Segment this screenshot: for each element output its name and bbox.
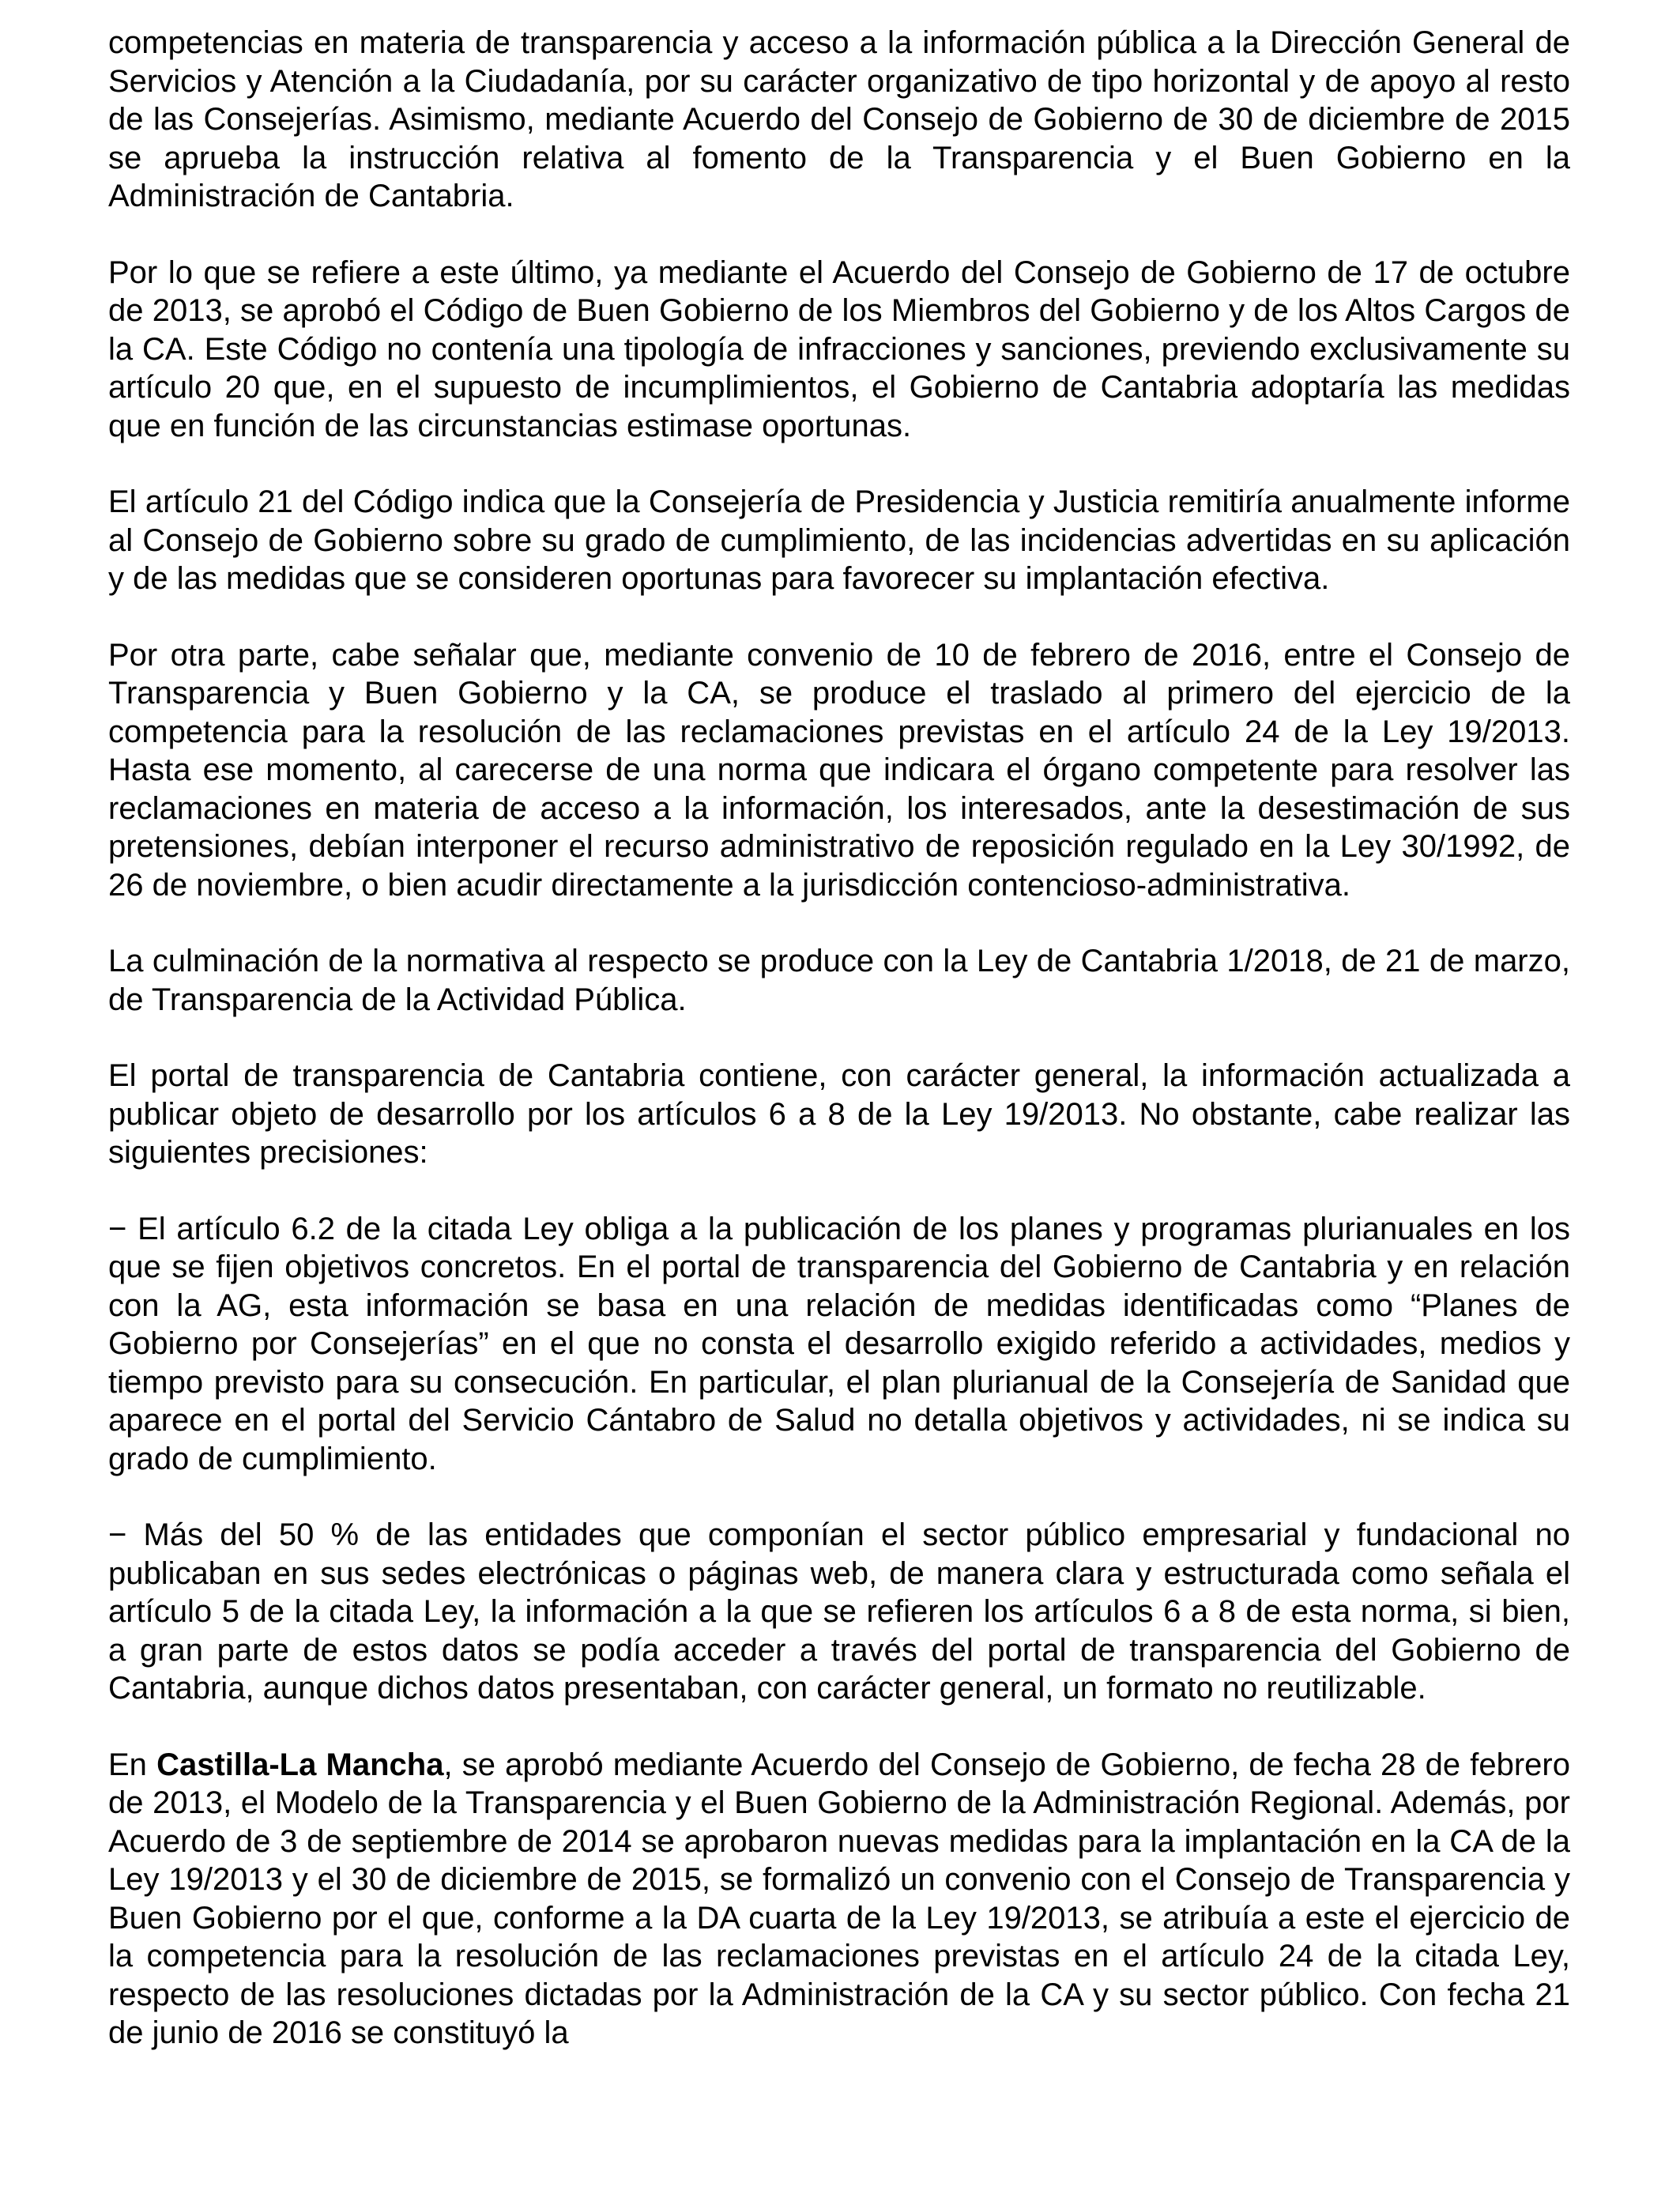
paragraph-prefix: En — [108, 1747, 157, 1782]
region-name-bold: Castilla-La Mancha — [156, 1747, 444, 1782]
paragraph-body: , se aprobó mediante Acuerdo del Consejo de Gobierno, de fecha 28 de febrero de 2013, el Modelo de la Transparencia y el Buen Gobierno de la Administración Regional. Además, por Acuerdo de 3 de septiembre de 2014 se aprobaron nuevas medidas para la implantación en la CA de la Ley 19/2013 y el 30 de diciembre de 2015, se formalizó un convenio con el Consejo de Transparencia y Buen Gobierno por el que, conforme a la DA cuarta de la Ley 19/2013, se atribuía a este el ejercicio de la competencia para la resolución de las reclamaciones previstas en el artículo 24 de la citada Ley, respecto de las resoluciones dictadas por la Administración de la CA y su sector público. Con fecha 21 de junio de 2016 se constituyó la — [108, 1747, 1570, 2050]
paragraph-ley-cantabria-2018: La culminación de la normativa al respecto se produce con la Ley de Cantabria 1/2018, de 21 de marzo, de Transparencia de la Actividad Pública. — [108, 944, 1570, 1017]
paragraph-articulo-21: El artículo 21 del Código indica que la Consejería de Presidencia y Justicia remitiría anualmente informe al Consejo de Gobierno sobre su grado de cumplimiento, de las incidencias advertidas en su aplicación y de las medidas que se consideren oportunas para favorecer su implantación efectiva. — [108, 484, 1570, 596]
paragraph-convenio-2016: Por otra parte, cabe señalar que, mediante convenio de 10 de febrero de 2016, entre el Consejo de Transparencia y Buen Gobierno y la CA, se produce el traslado al primero del ejercicio de la competencia para la resolución de las reclamaciones previstas en el artículo 24 de la Ley 19/2013. Hasta ese momento, al carecerse de una norma que indicara el órgano competente para resolver las reclamaciones en materia de acceso a la información, los interesados, ante la desestimación de sus pretensiones, debían interponer el recurso administrativo de reposición regulado en la Ley 30/1992, de 26 de noviembre, o bien acudir directamente a la jurisdicción contencioso-administrativa. — [108, 637, 1570, 903]
paragraph-castilla-la-mancha — [108, 1746, 1570, 2053]
paragraph-portal-transparencia: El portal de transparencia de Cantabria contiene, con carácter general, la información actualizada a publicar objeto de desarrollo por los artículos 6 a 8 de la Ley 19/2013. No obstante, cabe realizar las siguientes precisiones: — [108, 1058, 1570, 1170]
document-page — [108, 24, 1570, 2053]
paragraph-transparency-competencies: competencias en materia de transparencia y acceso a la información pública a la Dirección General de Servicios y Atención a la Ciudadanía, por su carácter organizativo de tipo horizontal y de apoyo al resto de las Consejerías. Asimismo, mediante Acuerdo del Consejo de Gobierno de 30 de diciembre de 2015 se aprueba la instrucción relativa al fomento de la Transparencia y el Buen Gobierno en la Administración de Cantabria. — [108, 25, 1570, 213]
paragraph-sector-publico: − Más del 50 % de las entidades que componían el sector público empresarial y fundacional no publicaban en sus sedes electrónicas o páginas web, de manera clara y estructurada como señala el artículo 5 de la citada Ley, la información a la que se refieren los artículos 6 a 8 de esta norma, si bien, a gran parte de estos datos se podía acceder a través del portal de transparencia del Gobierno de Cantabria, aunque dichos datos presentaban, con carácter general, un formato no reutilizable. — [108, 1517, 1570, 1706]
paragraph-codigo-buen-gobierno: Por lo que se refiere a este último, ya mediante el Acuerdo del Consejo de Gobierno de 17 de octubre de 2013, se aprobó el Código de Buen Gobierno de los Miembros del Gobierno y de los Altos Cargos de la CA. Este Código no contenía una tipología de infracciones y sanciones, previendo exclusivamente su artículo 20 que, en el supuesto de incumplimientos, el Gobierno de Cantabria adoptaría las medidas que en función de las circunstancias estimase oportunas. — [108, 254, 1570, 443]
paragraph-articulo-6-2: − El artículo 6.2 de la citada Ley obliga a la publicación de los planes y programas plurianuales en los que se fijen objetivos concretos. En el portal de transparencia del Gobierno de Cantabria y en relación con la AG, esta información se basa en una relación de medidas identificadas como “Planes de Gobierno por Consejerías” en el que no consta el desarrollo exigido referido a actividades, medios y tiempo previsto para su consecución. En particular, el plan plurianual de la Consejería de Sanidad que aparece en el portal del Servicio Cántabro de Salud no detalla objetivos y actividades, ni se indica su grado de cumplimiento. — [108, 1211, 1570, 1476]
